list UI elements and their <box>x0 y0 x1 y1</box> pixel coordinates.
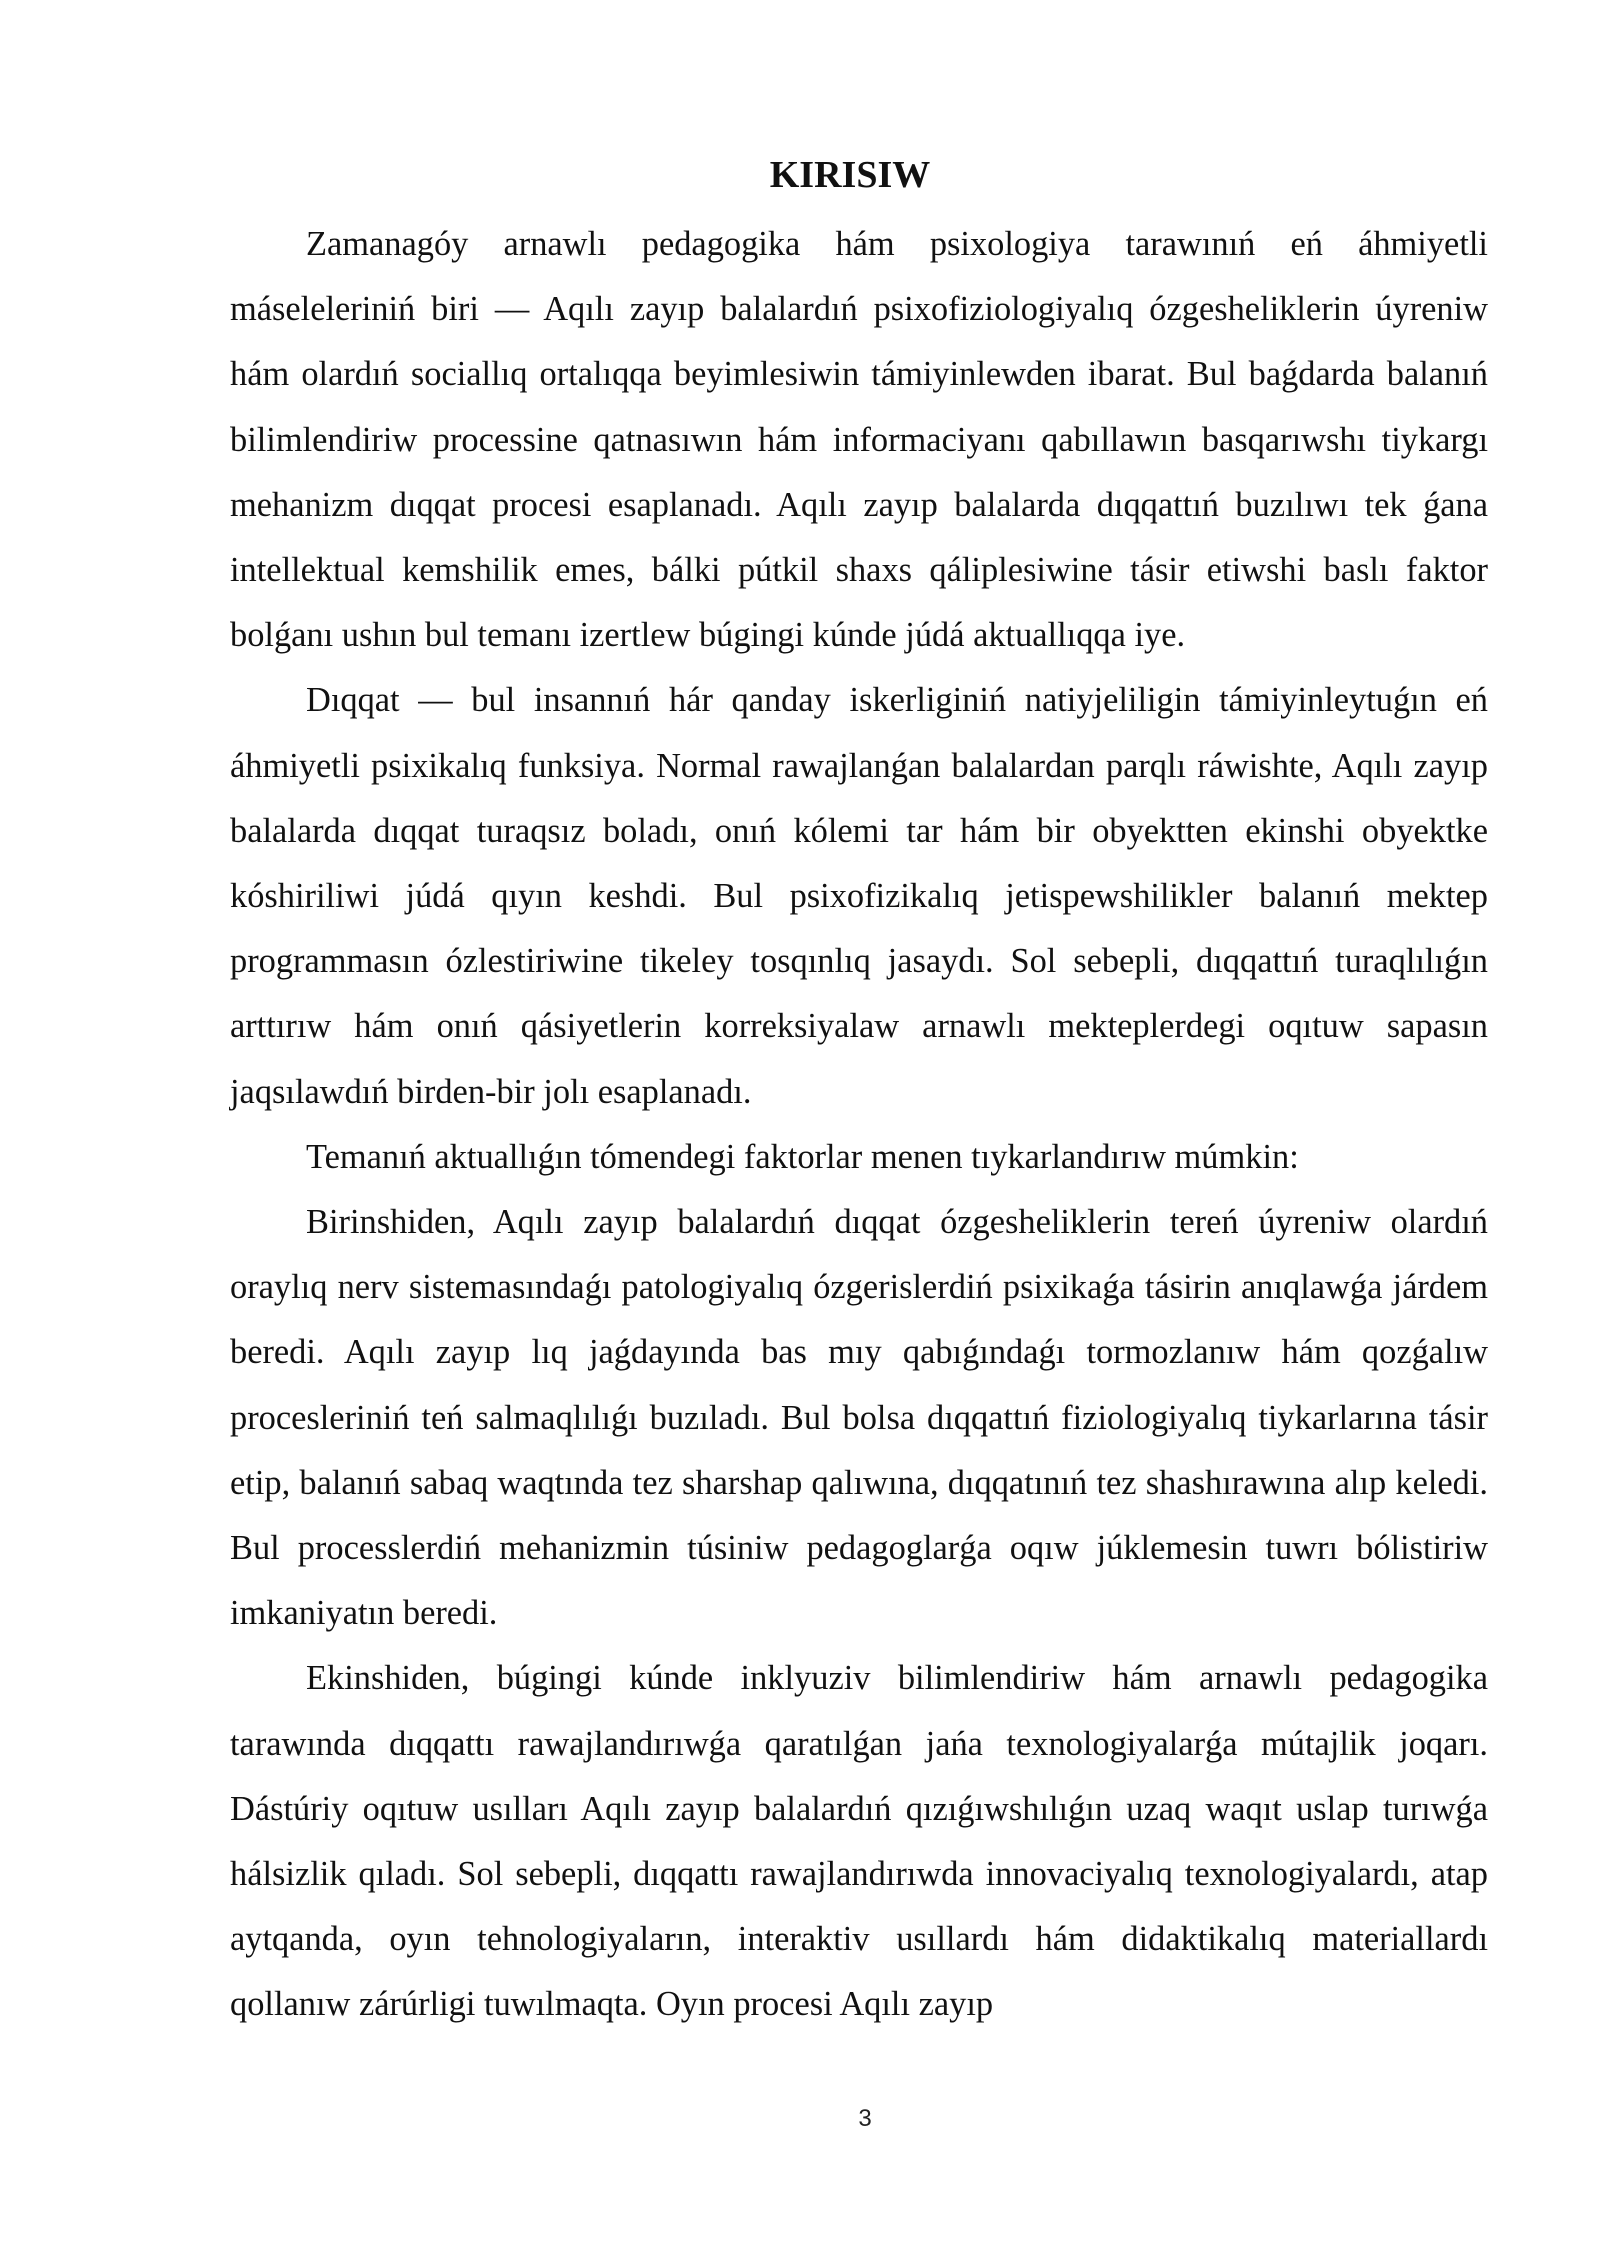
paragraph-3: Temanıń aktuallıǵın tómendegi faktorlar menen tıykarlandırıw múmkin: <box>306 1137 1299 1176</box>
body-text <box>230 212 1488 2038</box>
paragraph-2: Dıqqat — bul insannıń hár qanday iskerliginiń natiyjeliligin támiyinleytuǵın eń áhmiyetli psixikalıq funksiya. Normal rawajlanǵan balalardan parqlı ráwishte, Aqılı zayıp balalarda dıqqat turaqsız boladı, onıń kólemi tar hám bir obyektten ekinshi obyektke kóshiriliwi júdá qıyın keshdi. Bul psixofizikalıq jetispewshilikler balanıń mektep programmasın ózlestiriwine tikeley tosqınlıq jasaydı. Sol sebepli, dıqqattıń turaqlılıǵın arttırıw hám onıń qásiyetlerin korreksiyalaw arnawlı mekteplerdegi oqıtuw sapasın jaqsılawdıń birden-bir jolı esaplanadı. <box>230 681 1488 1111</box>
paragraph-1: Zamanagóy arnawlı pedagogika hám psixologiya tarawınıń eń áhmiyetli máseleleriniń biri — Aqılı zayıp balalardıń psixofiziologiyalıq ózgesheliklerin úyreniw hám olardıń sociallıq ortalıqqa beyimlesiwin támiyinlewden ibarat. Bul baǵdarda balanıń bilimlendiriw processine qatnasıwın hám informaciyanı qabıllawın basqarıwshı tiykargı mehanizm dıqqat procesi esaplanadı. Aqılı zayıp balalarda dıqqattıń buzılıwı tek ǵana intellektual kemshilik emes, bálki pútkil shaxs qáliplesiwine tásir etiwshi baslı faktor bolǵanı ushın bul temanı izertlew búgingi kúnde júdá aktuallıqqa iye. <box>230 225 1488 655</box>
section-heading: KIRISIW <box>769 154 931 196</box>
paragraph-5: Ekinshiden, búgingi kúnde inklyuziv bilimlendiriw hám arnawlı pedagogika tarawında dıqqattı rawajlandırıwǵa qaratılǵan jańa texnologiyalarǵa mútajlik joqarı. Dástúriy oqıtuw usılları Aqılı zayıp balalardıń qızıǵıwshılıǵın uzaq waqıt uslap turıwǵa hálsizlik qıladı. Sol sebepli, dıqqattı rawajlandırıwda innovaciyalıq texnologiyalardı, atap aytqanda, oyın tehnologiyaların, interaktiv usıllardı hám didaktikalıq materiallardı qollanıw zárúrligi tuwılmaqta. Oyın procesi Aqılı zayıp <box>230 1659 1488 2024</box>
page-number: 3 <box>858 2105 872 2132</box>
paragraph-4: Birinshiden, Aqılı zayıp balalardıń dıqqat ózgesheliklerin tereń úyreniw olardıń oraylıq nerv sistemasındaǵı patologiyalıq ózgerislerdiń psixikaǵa tásirin anıqlawǵa járdem beredi. Aqılı zayıp lıq jaǵdayında bas mıy qabıǵındaǵı tormozlanıw hám qozǵalıw procesleriniń teń salmaqlılıǵı buzıladı. Bul bolsa dıqqattıń fiziologiyalıq tiykarlarına tásir etip, balanıń sabaq waqtında tez sharshap qalıwına, dıqqatınıń tez shashırawına alıp keledi. Bul processlerdiń mehanizmin túsiniw pedagoglarǵa oqıw júklemesin tuwrı bólistiriw imkaniyatın beredi. <box>230 1203 1488 1633</box>
